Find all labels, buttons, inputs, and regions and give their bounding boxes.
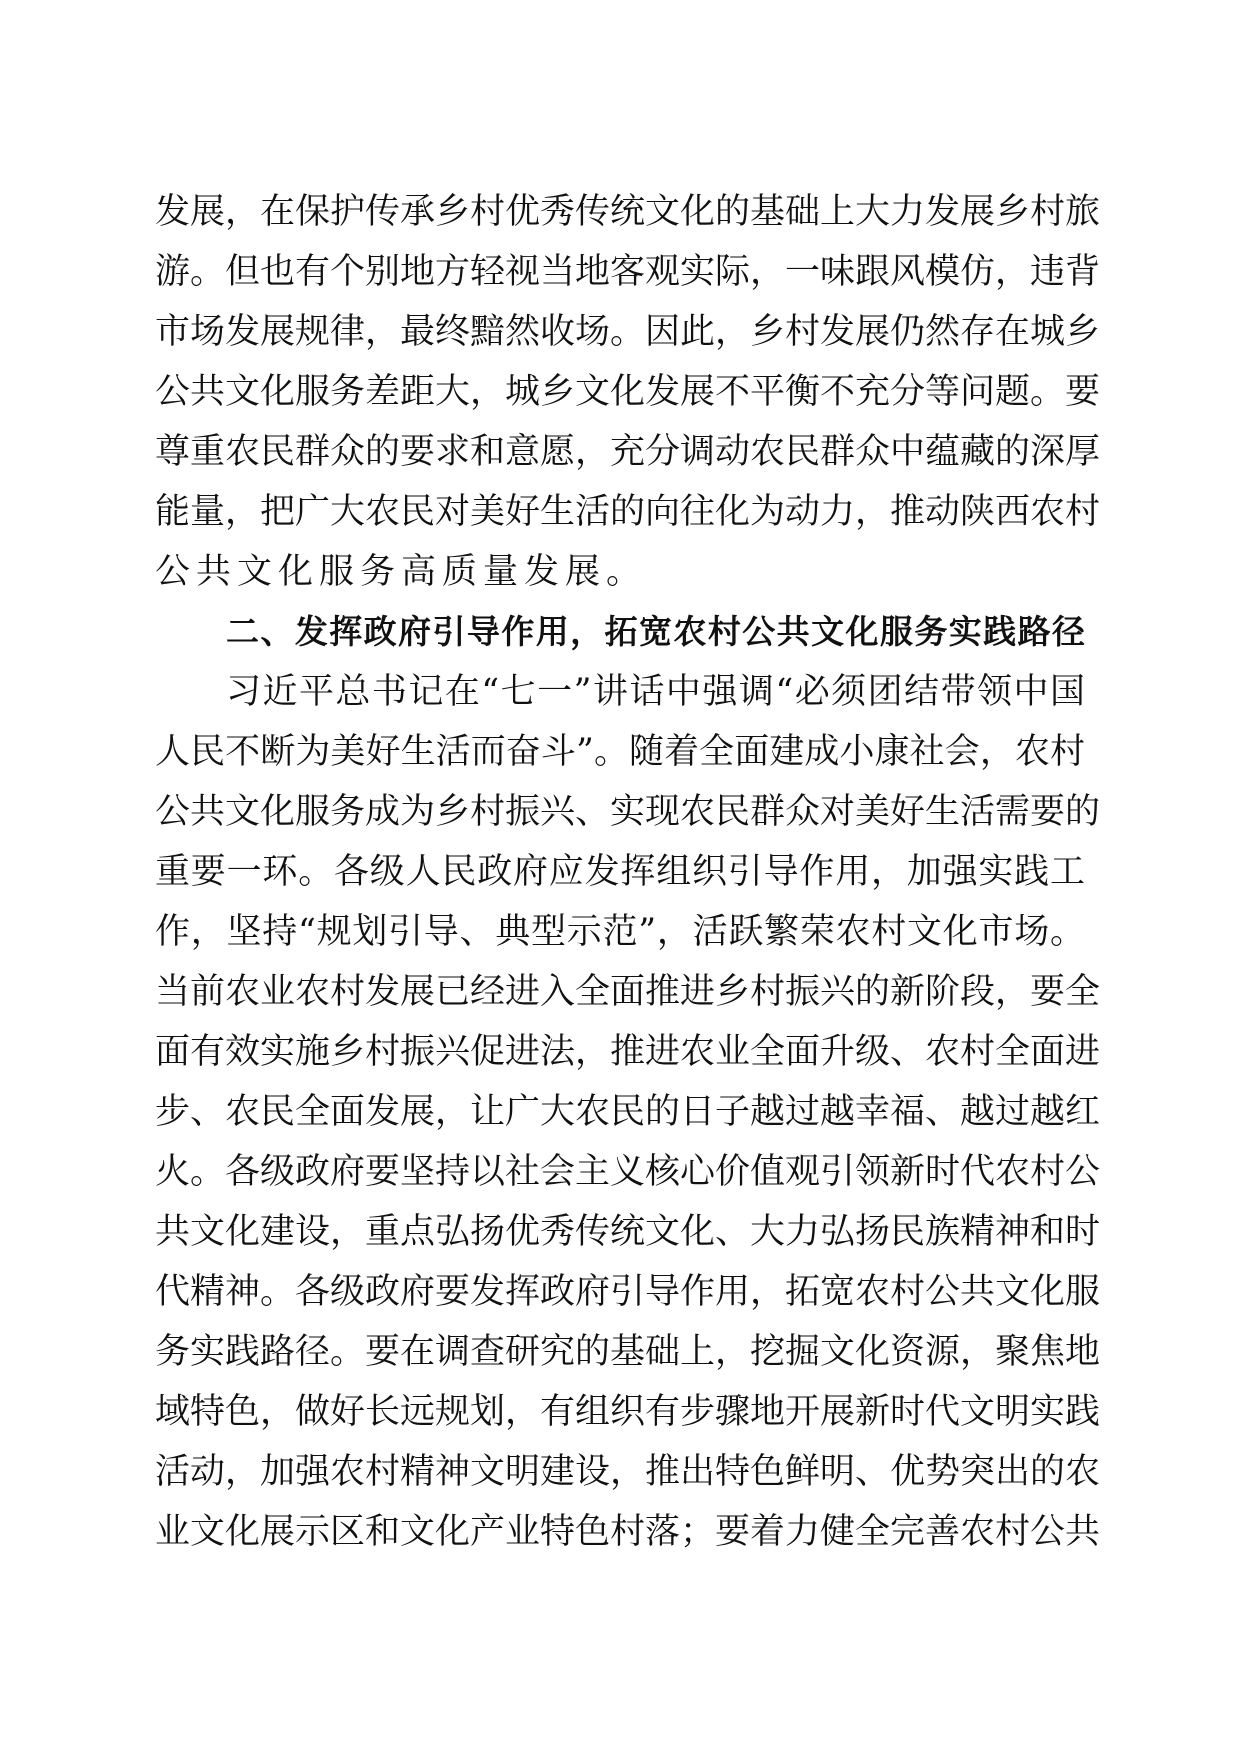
paragraph-1-line: 公共文化服务差距大，城乡文化发展不平衡不充分等问题。要: [155, 372, 1101, 412]
section-heading: 二、发挥政府引导作用，拓宽农村公共文化服务实践路径: [226, 612, 1085, 651]
paragraph-2-line: 务实践路径。要在调查研究的基础上，挖掘文化资源，聚焦地: [155, 1332, 1101, 1372]
paragraph-1-line: 市场发展规律，最终黯然收场。因此，乡村发展仍然存在城乡: [155, 312, 1101, 352]
paragraph-2-line: 代精神。各级政府要发挥政府引导作用，拓宽农村公共文化服: [155, 1272, 1101, 1312]
paragraph-2-line: 人民不断为美好生活而奋斗”。随着全面建成小康社会，农村: [155, 732, 1085, 772]
paragraph-2-line: 公共文化服务成为乡村振兴、实现农民群众对美好生活需要的: [155, 792, 1101, 832]
paragraph-2-line: 共文化建设，重点弘扬优秀传统文化、大力弘扬民族精神和时: [155, 1212, 1101, 1252]
paragraph-2-line: 火。各级政府要坚持以社会主义核心价值观引领新时代农村公: [155, 1152, 1101, 1192]
paragraph-1-line: 尊重农民群众的要求和意愿，充分调动农民群众中蕴藏的深厚: [155, 432, 1101, 472]
paragraph-1-line: 游。但也有个别地方轻视当地客观实际，一味跟风模仿，违背: [155, 252, 1101, 292]
paragraph-2-line: 面有效实施乡村振兴促进法，推进农业全面升级、农村全面进: [155, 1032, 1101, 1072]
paragraph-2-line: 业文化展示区和文化产业特色村落；要着力健全完善农村公共: [155, 1512, 1101, 1552]
paragraph-1-line: 发展，在保护传承乡村优秀传统文化的基础上大力发展乡村旅: [155, 192, 1101, 232]
paragraph-2-line: 步、农民全面发展，让广大农民的日子越过越幸福、越过越红: [155, 1092, 1101, 1132]
paragraph-2-line: 当前农业农村发展已经进入全面推进乡村振兴的新阶段，要全: [155, 972, 1101, 1012]
paragraph-2-line: 域特色，做好长远规划，有组织有步骤地开展新时代文明实践: [155, 1392, 1101, 1432]
paragraph-2-line: 作，坚持“规划引导、典型示范”，活跃繁荣农村文化市场。: [155, 912, 1085, 952]
paragraph-2-line: 重要一环。各级人民政府应发挥组织引导作用，加强实践工: [155, 852, 1085, 892]
paragraph-2-line: 习近平总书记在“七一”讲话中强调“必须团结带领中国: [226, 672, 1085, 712]
paragraph-2-line: 活动，加强农村精神文明建设，推出特色鲜明、优势突出的农: [155, 1452, 1101, 1492]
paragraph-1-line: 公共文化服务高质量发展。: [155, 552, 648, 592]
paragraph-1-line: 能量，把广大农民对美好生活的向往化为动力，推动陕西农村: [155, 492, 1101, 532]
